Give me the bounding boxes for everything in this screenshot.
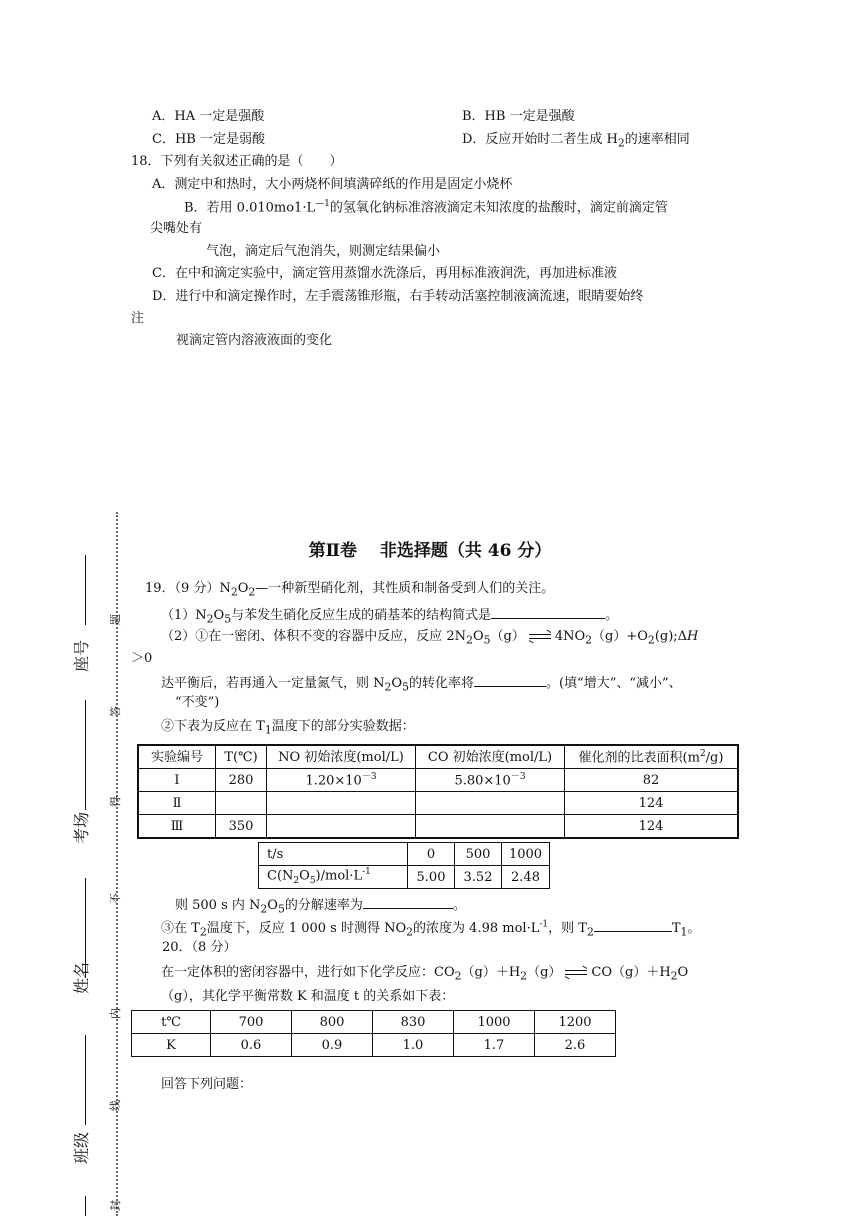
table-row xyxy=(138,769,738,792)
seal-char: 得 xyxy=(109,796,122,807)
table-header-cell: 催化剂的比表面积$(m^2/g)$ xyxy=(565,745,739,769)
equilibrium-constant-table xyxy=(131,1010,616,1057)
table-cell: Ⅲ xyxy=(138,815,216,839)
q18-stem: 18．下列有关叙述正确的是（ ） xyxy=(131,154,343,169)
table-cell: 830 xyxy=(373,1011,454,1034)
seal-char: 答 xyxy=(109,706,122,717)
q17-option-c: C．HB 一定是弱酸 xyxy=(152,132,265,147)
seat-answer-line[interactable] xyxy=(85,555,86,625)
q20-line1: 在一定体积的密闭容器中，进行如下化学反应：$CO_2(g)+H_2(g)$ $CO(g)+H_2O$ xyxy=(161,965,689,983)
q20-answer-prompt: 回答下列问题： xyxy=(161,1077,253,1092)
table-cell xyxy=(216,792,267,815)
table-cell: 3.52 xyxy=(455,866,502,889)
q19-part1: $(1)N_2O_5$与苯发生硝化反应生成的硝基苯的结构简式是 。 xyxy=(161,608,619,626)
table-cell: $5.80\times 10^{-3}$ xyxy=(416,769,565,792)
room-answer-line[interactable] xyxy=(85,700,86,810)
q18-option-d-line2: 注 xyxy=(131,311,145,326)
q18-option-c: C．在中和滴定实验中，滴定管用蒸馏水洗涤后，再用标准液润洗，再加进标准液 xyxy=(152,266,617,281)
table-cell: 0.9 xyxy=(292,1034,373,1057)
q19-part2: （2）①在一密闭、体积不变的容器中反应，反应 $2N_2O_5(g)$ $4NO_2(g)+O_2(g);\Delta H$ xyxy=(161,629,699,647)
q19-stem: 19．（9 分）$N_2O_2—$一种新型硝化剂，其性质和制备受到人们的关注。 xyxy=(145,581,555,599)
seat-label: 座号 xyxy=(72,640,91,673)
table-cell: 0.6 xyxy=(211,1034,292,1057)
table-cell: 1200 xyxy=(535,1011,616,1034)
seal-char: 封 xyxy=(109,1200,122,1211)
q17-option-d: D．反应开始时二者生成 $H_2$的速率相同 xyxy=(462,132,690,150)
table-cell: 82 xyxy=(565,769,739,792)
decomposition-table xyxy=(258,842,550,889)
q18-option-d-line3: 视滴定管内溶液液面的变化 xyxy=(176,333,333,348)
table-header-cell: 实验编号 xyxy=(138,745,216,769)
table-cell xyxy=(416,815,565,839)
class-label: 班级 xyxy=(72,1132,91,1165)
q19-part3: ②下表为反应在 $T_1$温度下的部分实验数据： xyxy=(161,719,415,737)
table-cell: 1.7 xyxy=(454,1034,535,1057)
table-header-cell: NO 初始浓度(mol/L) xyxy=(267,745,416,769)
q20-line2: （g），其化学平衡常数 K 和温度 t 的关系如下表： xyxy=(161,989,455,1004)
table-cell: t℃ xyxy=(132,1011,211,1034)
q19-blank-conversion[interactable] xyxy=(474,674,546,687)
table-cell: 1.0 xyxy=(373,1034,454,1057)
table-row xyxy=(138,792,738,815)
table-cell: 280 xyxy=(216,769,267,792)
equilibrium-arrow-icon xyxy=(565,968,587,978)
q19-part2-line2: 达平衡后，若再通入一定量氮气，则 $N_2O_5$的转化率将 。(填“增大”、“减小”、 xyxy=(161,676,682,694)
table-cell: 800 xyxy=(292,1011,373,1034)
q19-part2-line3: “不变”) xyxy=(175,695,220,710)
seal-char: 线 xyxy=(109,1100,122,1111)
q18-option-d: D．进行中和滴定操作时，左手震荡锥形瓶，右手转动活塞控制液滴流速，眼睛要始终 xyxy=(152,289,644,304)
section-title: 第Ⅱ卷 非选择题（共 46 分） xyxy=(308,541,552,561)
table-cell: $1.20\times 10^{-3}$ xyxy=(267,769,416,792)
q20-stem: 20．（8 分） xyxy=(162,940,237,955)
q18-option-b: B．若用 $0.010mo1\cdot L^{—1}$的氢氧化钠标准溶液滴定未知浓度的盐酸时，滴定前滴定管 xyxy=(184,199,668,216)
table-row xyxy=(132,1011,616,1034)
table-cell: t/s xyxy=(259,843,408,866)
table-cell: 124 xyxy=(565,815,739,839)
q17-option-b: B．HB 一定是强酸 xyxy=(462,109,575,124)
table-cell: Ⅱ xyxy=(138,792,216,815)
table-cell: Ⅰ xyxy=(138,769,216,792)
experiment-data-table xyxy=(137,744,739,839)
table-cell xyxy=(267,815,416,839)
table-cell xyxy=(267,792,416,815)
class-answer-line[interactable] xyxy=(85,1035,86,1125)
table-cell: $C(N_2O_5)/mol\cdot L^{-1}$ xyxy=(259,866,408,889)
table-cell: 0 xyxy=(408,843,455,866)
extra-answer-line xyxy=(85,1196,86,1216)
q19-blank-structure[interactable] xyxy=(491,606,605,619)
table-cell xyxy=(416,792,565,815)
table-cell: 5.00 xyxy=(408,866,455,889)
seal-char: 不 xyxy=(109,893,122,904)
q18-option-b-line3: 气泡，滴定后气泡消失，则测定结果偏小 xyxy=(206,244,441,259)
table-cell: 700 xyxy=(211,1011,292,1034)
table-header-cell: T(℃) xyxy=(216,745,267,769)
table-cell: K xyxy=(132,1034,211,1057)
table-cell: 350 xyxy=(216,815,267,839)
q19-blank-temperature[interactable] xyxy=(594,919,672,932)
table-cell: 1000 xyxy=(454,1011,535,1034)
table-row xyxy=(259,843,550,866)
q19-blank-rate[interactable] xyxy=(363,896,453,909)
seal-char: 内 xyxy=(109,1008,122,1019)
name-label: 姓名 xyxy=(72,962,91,995)
table-cell: 500 xyxy=(455,843,502,866)
q19-part4: 则 500 s 内 $N_2O_5$的分解速率为 。 xyxy=(175,898,466,916)
table-header-cell: CO 初始浓度(mol/L) xyxy=(416,745,565,769)
seal-char: 题 xyxy=(109,614,122,625)
table-row xyxy=(138,815,738,839)
table-header-row xyxy=(138,745,738,769)
table-cell: 124 xyxy=(565,792,739,815)
equilibrium-arrow-icon xyxy=(529,632,551,642)
table-cell: 2.6 xyxy=(535,1034,616,1057)
q18-option-a: A．测定中和热时，大小两烧杯间填满碎纸的作用是固定小烧杯 xyxy=(152,177,513,192)
q17-option-a: A．HA 一定是强酸 xyxy=(152,109,265,124)
q19-part5: ③在 $T_2$温度下，反应 1 000 s 时测得 $NO_2$的浓度为 4.98 $mol\cdot L^{-1}$，则 $T_2$ $T_1$。 xyxy=(161,919,701,939)
table-cell: 2.48 xyxy=(502,866,550,889)
q18-option-b-line2: 尖嘴处有 xyxy=(150,221,203,236)
table-row xyxy=(132,1034,616,1057)
q19-part2-gt: ＞0 xyxy=(131,651,153,666)
room-label: 考场 xyxy=(72,812,91,845)
table-cell: 1000 xyxy=(502,843,550,866)
table-row xyxy=(259,866,550,889)
